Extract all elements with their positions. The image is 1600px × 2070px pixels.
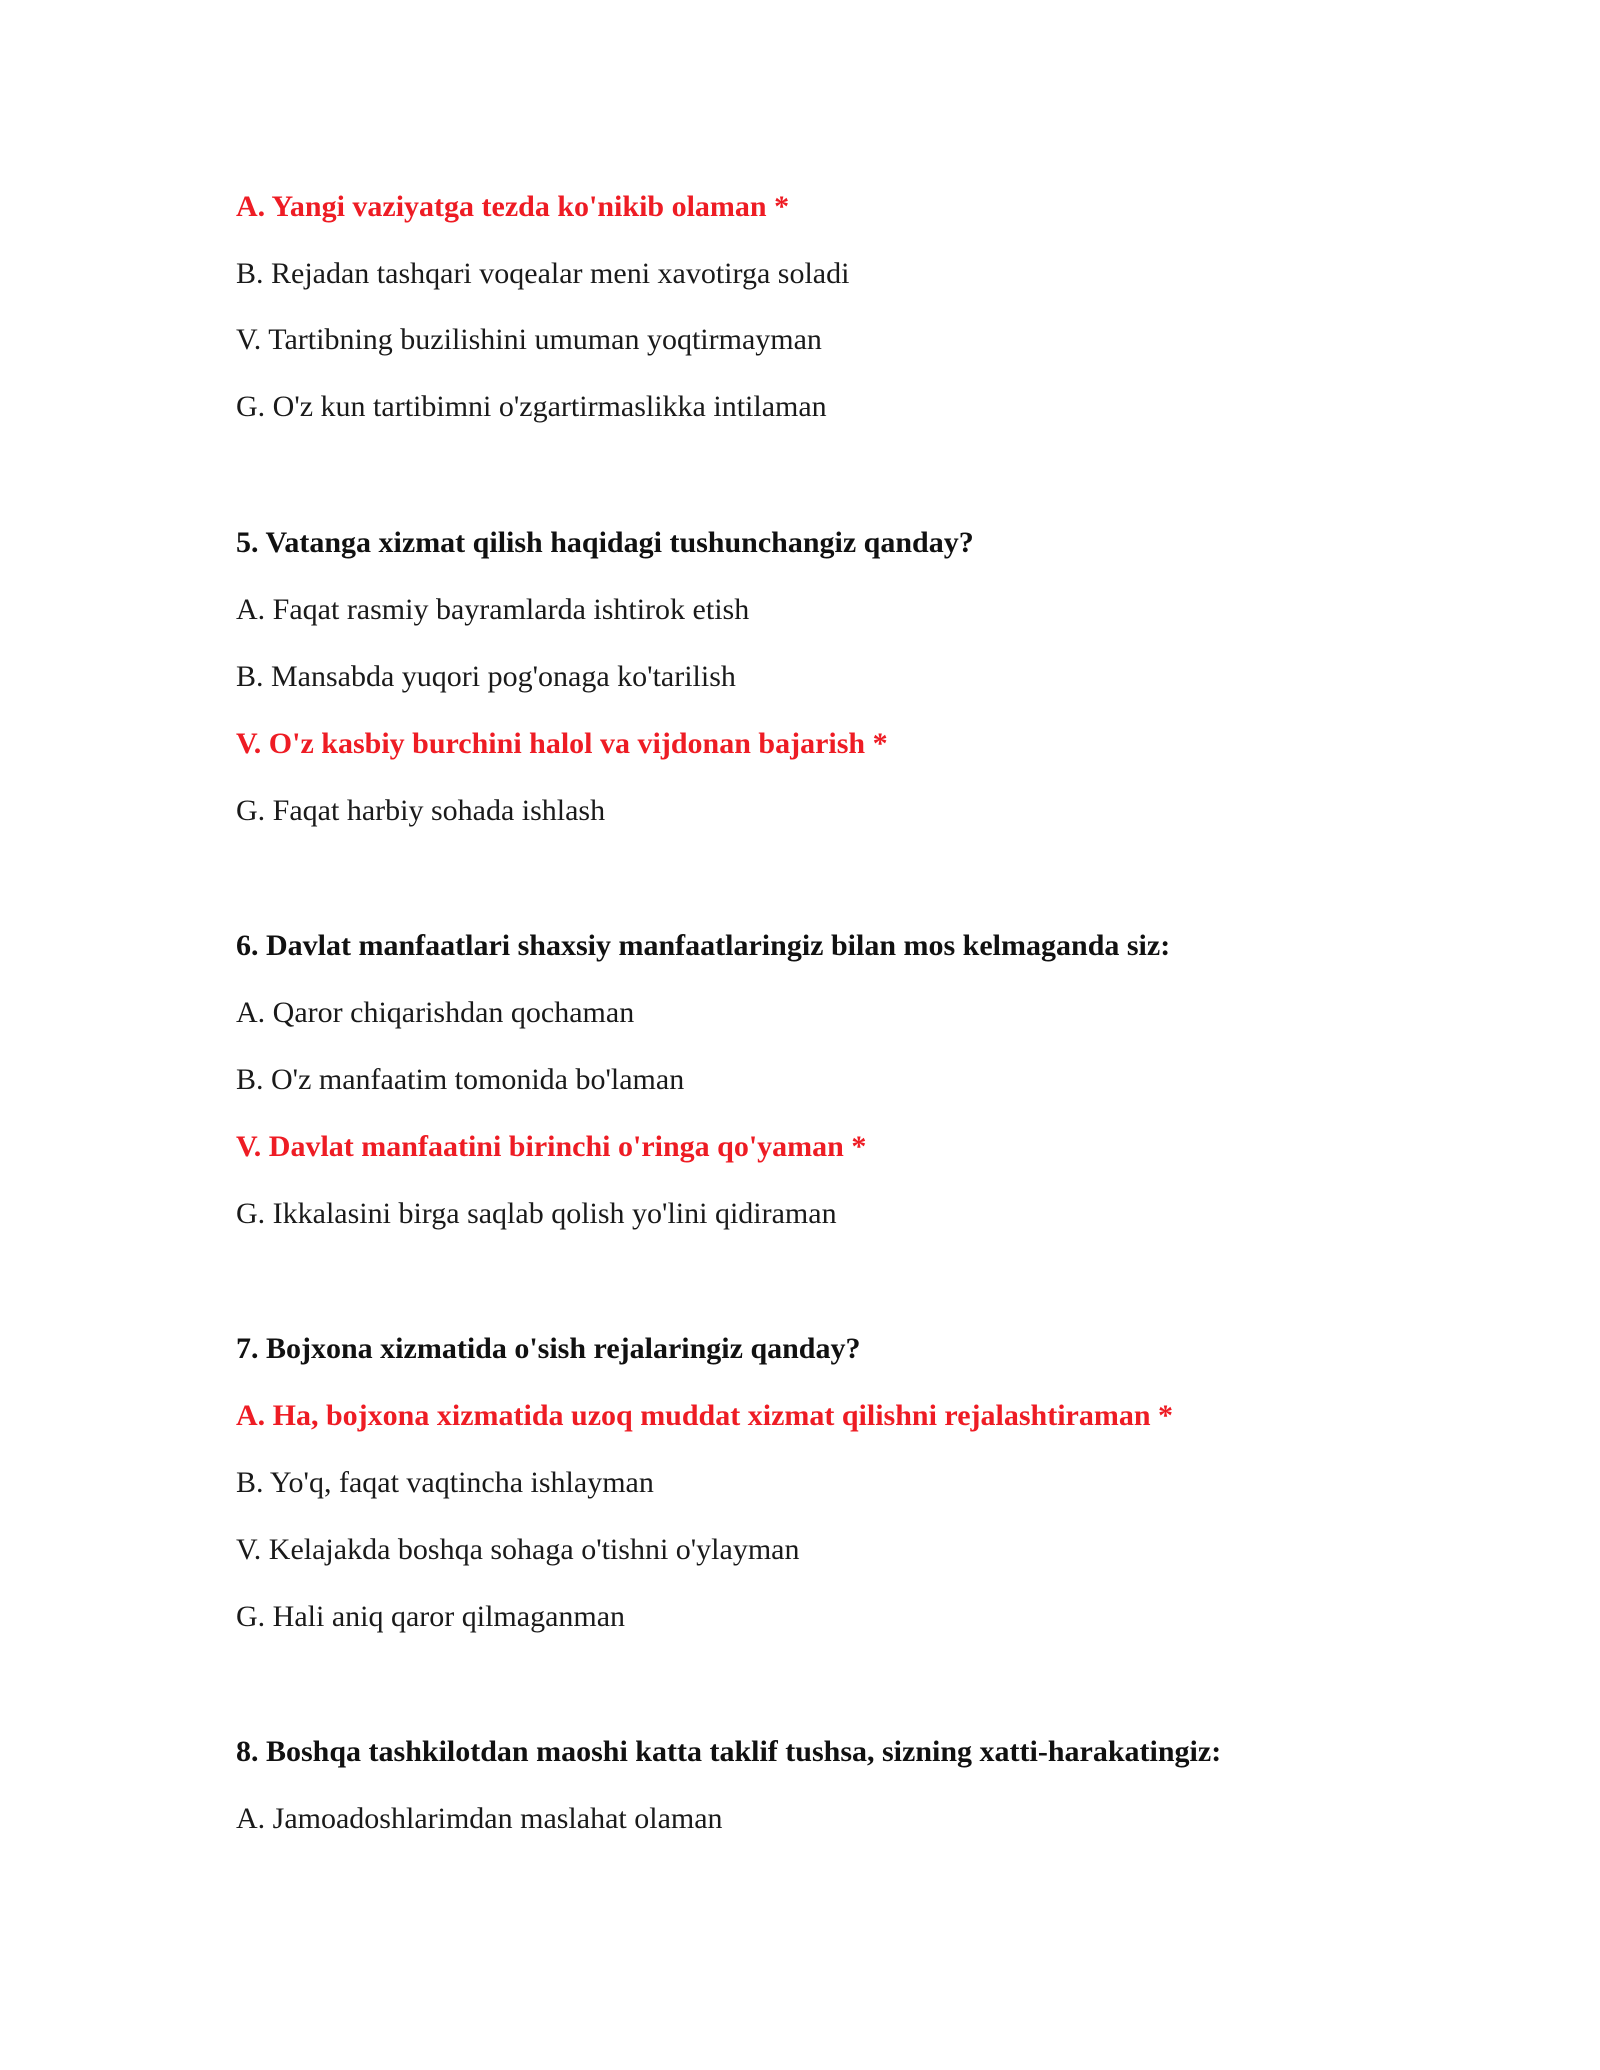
q5-option-v-correct: V. O'z kasbiy burchini halol va vijdonan bajarish *: [236, 727, 888, 760]
q6-option-a: A. Qaror chiqarishdan qochaman: [236, 996, 635, 1029]
q6-option-b: B. O'z manfaatim tomonida bo'laman: [236, 1063, 685, 1096]
q5-option-a: A. Faqat rasmiy bayramlarda ishtirok etish: [236, 593, 750, 626]
q7-question: 7. Bojxona xizmatida o'sish rejalaringiz qanday?: [236, 1332, 861, 1365]
q5-option-b: B. Mansabda yuqori pog'onaga ko'tarilish: [236, 660, 736, 693]
q6-question: 6. Davlat manfaatlari shaxsiy manfaatlaringiz bilan mos kelmaganda siz:: [236, 929, 1171, 962]
q4-option-b: B. Rejadan tashqari voqealar meni xavotirga soladi: [236, 257, 850, 290]
q7-option-v: V. Kelajakda boshqa sohaga o'tishni o'ylayman: [236, 1533, 800, 1566]
q5-option-g: G. Faqat harbiy sohada ishlash: [236, 794, 606, 827]
q8-option-a: A. Jamoadoshlarimdan maslahat olaman: [236, 1802, 723, 1835]
q6-option-v-correct: V. Davlat manfaatini birinchi o'ringa qo'yaman *: [236, 1130, 867, 1163]
q4-option-g: G. O'z kun tartibimni o'zgartirmaslikka intilaman: [236, 390, 827, 423]
q6-option-g: G. Ikkalasini birga saqlab qolish yo'lini qidiraman: [236, 1197, 837, 1230]
q4-option-v: V. Tartibning buzilishini umuman yoqtirmayman: [236, 323, 822, 356]
q7-option-g: G. Hali aniq qaror qilmaganman: [236, 1600, 626, 1633]
q5-question: 5. Vatanga xizmat qilish haqidagi tushunchangiz qanday?: [236, 526, 974, 559]
q4-option-a-correct: A. Yangi vaziyatga tezda ko'nikib olaman *: [236, 190, 790, 223]
q8-question: 8. Boshqa tashkilotdan maoshi katta taklif tushsa, sizning xatti-harakatingiz:: [236, 1735, 1222, 1768]
q7-option-a-correct: A. Ha, bojxona xizmatida uzoq muddat xizmat qilishni rejalashtiraman *: [236, 1399, 1174, 1432]
q7-option-b: B. Yo'q, faqat vaqtincha ishlayman: [236, 1466, 654, 1499]
